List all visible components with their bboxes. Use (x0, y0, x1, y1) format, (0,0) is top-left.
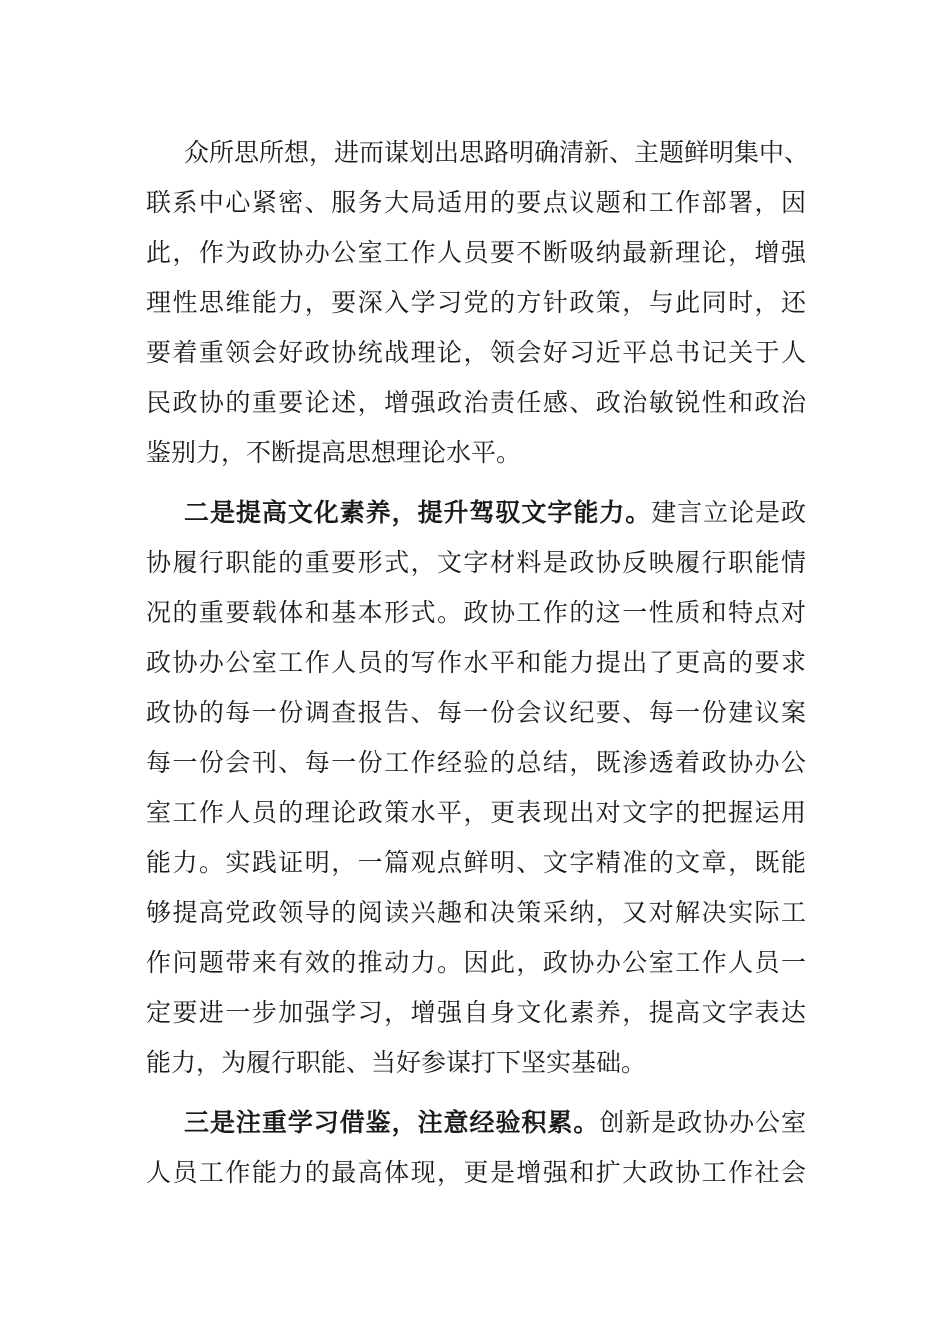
text-line-6: 民政协的重要论述，增强政治责任感、政治敏锐性和政治 (146, 388, 806, 417)
text-line-9: 协履行职能的重要形式，文字材料是政协反映履行职能情 (146, 548, 806, 577)
text-line-18: 定要进一步加强学习，增强自身文化素养，提高文字表达 (146, 998, 806, 1027)
text-line-10: 况的重要载体和基本形式。政协工作的这一性质和特点对 (146, 598, 806, 627)
text-line-12: 政协的每一份调查报告、每一份会议纪要、每一份建议案 (146, 698, 806, 727)
text-line-3: 此，作为政协办公室工作人员要不断吸纳最新理论，增强 (146, 238, 806, 267)
text-line-13: 每一份会刊、每一份工作经验的总结，既渗透着政协办公 (146, 748, 806, 777)
text-line-17: 作问题带来有效的推动力。因此，政协办公室工作人员一 (146, 948, 806, 977)
section-heading-line-3 (184, 1103, 806, 1143)
section-heading-3: 三是注重学习借鉴，注意经验积累。 (184, 1108, 600, 1137)
text-line-4: 理性思维能力，要深入学习党的方针政策，与此同时，还 (146, 288, 806, 317)
section-heading-line-2 (184, 493, 806, 533)
text-line-19: 能力，为履行职能、当好参谋打下坚实基础。 (146, 1048, 647, 1077)
section-heading-2-text: 建言立论是政 (651, 498, 806, 527)
text-line-2: 联系中心紧密、服务大局适用的要点议题和工作部署，因 (146, 188, 806, 217)
section-heading-3-text: 创新是政协办公室 (599, 1108, 806, 1137)
text-line-14: 室工作人员的理论政策水平，更表现出对文字的把握运用 (146, 798, 806, 827)
text-line-21: 人员工作能力的最高体现，更是增强和扩大政协工作社会 (146, 1158, 806, 1187)
text-line-5: 要着重领会好政协统战理论，领会好习近平总书记关于人 (146, 338, 806, 367)
text-line-15: 能力。实践证明，一篇观点鲜明、文字精准的文章，既能 (146, 848, 806, 877)
text-line-16: 够提高党政领导的阅读兴趣和决策采纳，又对解决实际工 (146, 898, 806, 927)
text-line-11: 政协办公室工作人员的写作水平和能力提出了更高的要求 (146, 648, 806, 677)
section-heading-2: 二是提高文化素养，提升驾驭文字能力。 (184, 498, 652, 527)
text-line-1: 众所思所想，进而谋划出思路明确清新、主题鲜明集中、 (184, 138, 810, 167)
text-line-7: 鉴别力，不断提高思想理论水平。 (146, 438, 522, 467)
